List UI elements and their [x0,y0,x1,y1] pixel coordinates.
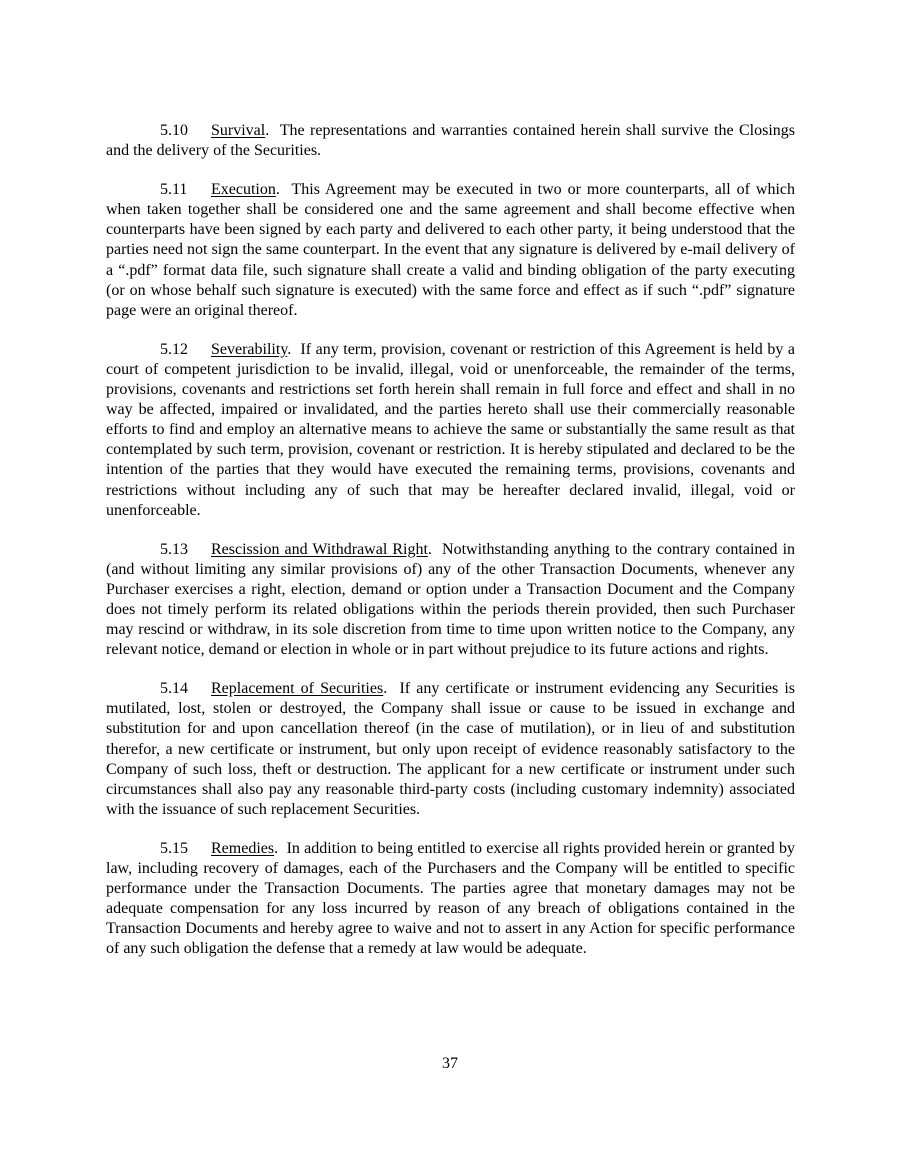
section-5-14: 5.14 Replacement of Securities. If any certificate or instrument evidencing any Securities is mutilated, lost, stolen or destroyed, the Company shall issue or cause to be issued in exchange and substitution for and upon cancellation thereof (in the case of mutilation), or in lieu of and substitution therefor, a new certificate or instrument, but only upon receipt of evidence reasonably satisfactory to the Company of such loss, theft or destruction. The applicant for a new certificate or instrument under such circumstances shall also pay any reasonable third-party costs (including customary indemnity) associated with the issuance of such replacement Securities. [106,680,796,818]
section-text: If any certificate or instrument evidencing any Securities is mutilated, lost, stolen or destroyed, the Company shall issue or cause to be issued in exchange and substitution for and upon cancellation thereof (in the case of mutilation), or in lieu of and substitution therefor, a new certificate or instrument, but only upon receipt of evidence reasonably satisfactory to the Company of such loss, theft or destruction. The applicant for a new certificate or instrument under such circumstances shall also pay any reasonable third-party costs (including customary indemnity) associated with the issuance of such replacement Securities. [106,680,796,818]
page-number: 37 [442,1055,458,1072]
section-5-11: 5.11 Execution. This Agreement may be executed in two or more counterparts, all of which when taken together shall be considered one and the same agreement and shall become effective when counterparts have been signed by each party and delivered to each other party, it being understood that the parties need not sign the same counterpart. In the event that any signature is delivered by e-mail delivery of a “.pdf” format data file, such signature shall create a valid and binding obligation of the party executing (or on whose behalf such signature is executed) with the same force and effect as if such “.pdf” signature page were an original thereof. [106,181,795,319]
section-text: This Agreement may be executed in two or more counterparts, all of which when taken together shall be considered one and the same agreement and shall become effective when counterparts have been signed by each party and delivered to each other party, it being understood that the parties need not sign the same counterpart. In the event that any signature is delivered by e-mail delivery of a “.pdf” format data file, such signature shall create a valid and binding obligation of the party executing (or on whose behalf such signature is executed) with the same force and effect as if such “.pdf” signature page were an original thereof. [106,181,795,319]
section-heading: Rescission and Withdrawal Right [211,540,428,558]
section-text: In addition to being entitled to exercise all rights provided herein or granted by law, including recovery of damages, each of the Purchasers and the Company will be entitled to specific performance under the Transaction Documents. The parties agree that monetary damages may not be adequate compensation for any loss incurred by reason of any breach of obligations contained in the Transaction Documents and hereby agree to waive and not to assert in any Action for specific performance of any such obligation the defense that a remedy at law would be adequate. [106,839,796,958]
section-text: If any term, provision, covenant or restriction of this Agreement is held by a court of competent jurisdiction to be invalid, illegal, void or unenforceable, the remainder of the terms, provisions, covenants and restrictions set forth herein shall remain in full force and effect and shall in no way be affected, impaired or invalidated, and the parties hereto shall use their commercially reasonable efforts to find and employ an alternative means to achieve the same or substantially the same result as that contemplated by such term, provision, covenant or restriction. It is hereby stipulated and declared to be the intention of the parties that they would have executed the remaining terms, provisions, covenants and restrictions without including any of such that may be hereafter declared invalid, illegal, void or unenforceable. [106,340,795,519]
section-heading: Severability [211,340,288,358]
section-heading: Replacement of Securities [211,680,384,698]
section-5-13: 5.13 Rescission and Withdrawal Right. Notwithstanding anything to the contrary contained in (and without limiting any similar provisions of) any of the other Transaction Documents, whenever any Purchaser exercises a right, election, demand or option under a Transaction Document and the Company does not timely perform its related obligations within the periods therein provided, then such Purchaser may rescind or withdraw, in its sole discretion from time to time upon written notice to the Company, any relevant notice, demand or election in whole or in part without prejudice to its future actions and rights. [106,540,796,659]
document-body [106,121,795,978]
section-heading: Survival [211,122,266,139]
section-text: The representations and warranties contained herein shall survive the Closings and the delivery of the Securities. [106,122,796,160]
section-number: 5.13 [160,540,188,558]
section-5-10: 5.10 Survival. The representations and warranties contained herein shall survive the Closings and the delivery of the Securities. [106,122,796,160]
section-heading: Execution [211,181,276,199]
section-number: 5.12 [160,340,188,358]
section-number: 5.14 [160,680,188,698]
section-number: 5.11 [160,181,188,199]
section-number: 5.15 [160,839,188,857]
section-number: 5.10 [160,122,188,139]
section-5-12: 5.12 Severability. If any term, provision, covenant or restriction of this Agreement is held by a court of competent jurisdiction to be invalid, illegal, void or unenforceable, the remainder of the terms, provisions, covenants and restrictions set forth herein shall remain in full force and effect and shall in no way be affected, impaired or invalidated, and the parties hereto shall use their commercially reasonable efforts to find and employ an alternative means to achieve the same or substantially the same result as that contemplated by such term, provision, covenant or restriction. It is hereby stipulated and declared to be the intention of the parties that they would have executed the remaining terms, provisions, covenants and restrictions without including any of such that may be hereafter declared invalid, illegal, void or unenforceable. [106,340,795,519]
section-text: Notwithstanding anything to the contrary contained in (and without limiting any similar provisions of) any of the other Transaction Documents, whenever any Purchaser exercises a right, election, demand or option under a Transaction Document and the Company does not timely perform its related obligations within the periods therein provided, then such Purchaser may rescind or withdraw, in its sole discretion from time to time upon written notice to the Company, any relevant notice, demand or election in whole or in part without prejudice to its future actions and rights. [106,540,796,659]
section-5-15: 5.15 Remedies. In addition to being entitled to exercise all rights provided herein or granted by law, including recovery of damages, each of the Purchasers and the Company will be entitled to specific performance under the Transaction Documents. The parties agree that monetary damages may not be adequate compensation for any loss incurred by reason of any breach of obligations contained in the Transaction Documents and hereby agree to waive and not to assert in any Action for specific performance of any such obligation the defense that a remedy at law would be adequate. [106,839,796,958]
section-heading: Remedies [211,839,275,857]
